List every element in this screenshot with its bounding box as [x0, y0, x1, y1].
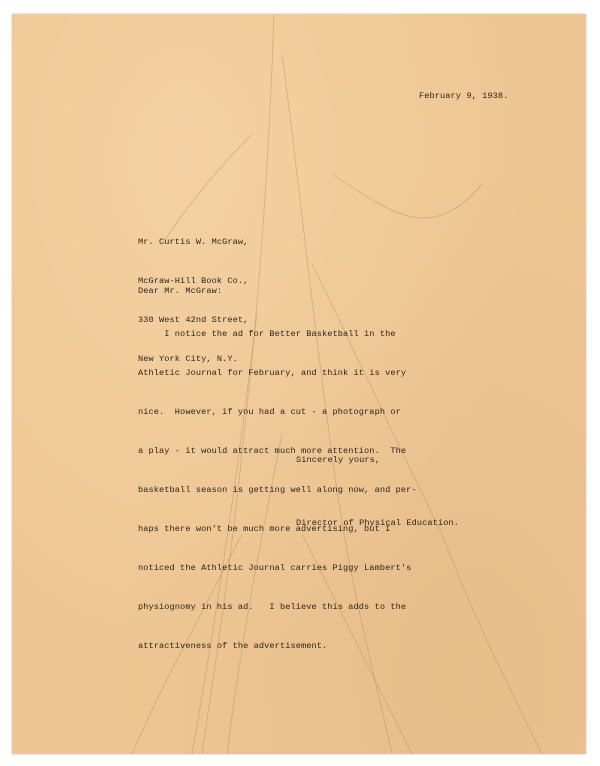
body-line: physiognomy in his ad. I believe this adds to the	[138, 602, 407, 612]
body-line: noticed the Athletic Journal carries Piggy Lambert's	[138, 563, 412, 573]
address-line: New York City, N.Y.	[138, 354, 238, 364]
address-line: 330 West 42nd Street,	[138, 315, 249, 325]
body-line: basketball season is getting well along now, and per-	[138, 485, 417, 495]
address-line: Mr. Curtis W. McGraw,	[138, 237, 249, 247]
letter-body	[138, 302, 417, 679]
body-line: a play - it would attract much more attention. The	[138, 446, 407, 456]
body-line: haps there won't be much more advertising, but I	[138, 524, 391, 534]
body-line: I notice the ad for Better Basketball in the	[138, 329, 396, 339]
body-line: attractiveness of the advertisement.	[138, 641, 328, 651]
body-line: Athletic Journal for February, and think it is very	[138, 368, 407, 378]
body-line: nice. However, if you had a cut - a photograph or	[138, 407, 401, 417]
closing: Sincerely yours,	[296, 455, 381, 465]
letter-page	[12, 14, 586, 754]
salutation: Dear Mr. McGraw:	[138, 286, 223, 296]
signature-title: Director of Physical Education.	[296, 518, 459, 528]
letter-date: February 9, 1938.	[419, 91, 509, 101]
address-line: McGraw-Hill Book Co.,	[138, 276, 249, 286]
